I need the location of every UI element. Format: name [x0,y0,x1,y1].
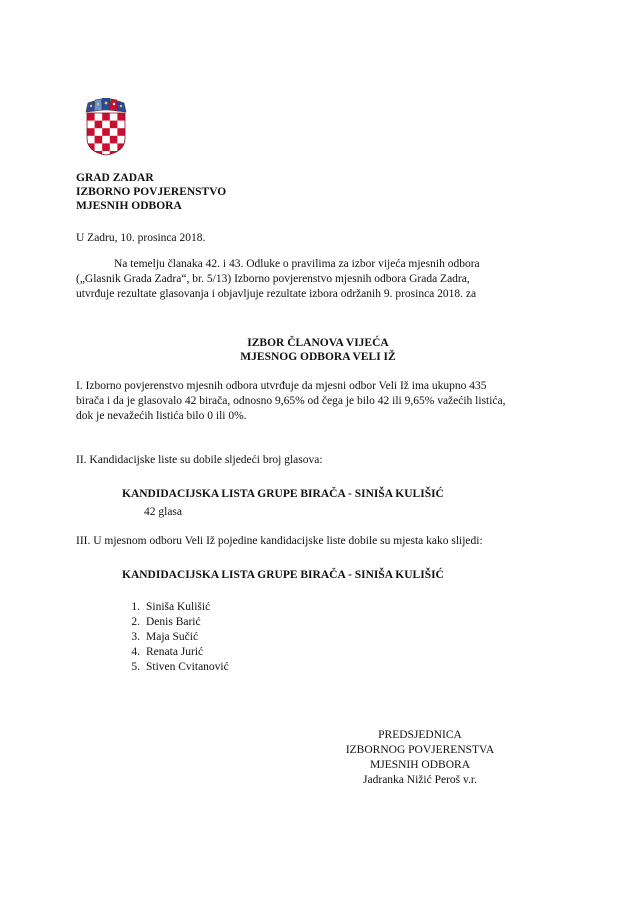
header-boards: MJESNIH ODBORA [76,200,182,212]
section-1-paragraph [76,379,560,424]
list-item [112,615,229,630]
member-name: Stiven Cvitanović [146,661,229,673]
signature-block [320,728,520,788]
list-item [112,630,229,645]
list-item [112,600,229,615]
candidate-list-title: KANDIDACIJSKA LISTA GRUPE BIRAČA - SINIŠA KULIŠIĆ [122,488,444,500]
member-number: 3. [131,631,140,643]
document-title: IZBOR ČLANOVA VIJEĆA [247,337,389,349]
vote-count: 42 glasa [144,506,183,518]
intro-line-1: Na temelju članaka 42. i 43. Odluke o pravilima za izbor vijeća mjesnih odbora [114,258,480,270]
elected-members-list [112,600,229,675]
list-item [112,660,229,675]
signature-body-boards: MJESNIH ODBORA [370,759,470,771]
intro-line-2: („Glasnik Grada Zadra“, br. 5/13) Izborno povjerenstvo mjesnih odbora Grada Zadra, [76,273,470,285]
member-name: Siniša Kulišić [146,601,211,613]
list-item [112,645,229,660]
member-number: 2. [131,616,140,628]
date-line: U Zadru, 10. prosinca 2018. [76,232,206,244]
member-number: 1. [131,601,140,613]
section-1-line-2: birača i da je glasovalo 42 birača, odnosno 9,65% od čega je bilo 42 ili 9,65% važećih listića, [76,395,506,407]
signatory-name: Jadranka Nižić Peroš v.r. [363,774,477,786]
crown-icon [86,98,126,112]
member-name: Denis Barić [146,616,201,628]
section-2-heading: II. Kandidacijske liste su dobile sljedeći broj glasova: [76,454,323,466]
member-number: 5. [131,661,140,673]
member-name: Maja Sučić [146,631,199,643]
member-number: 4. [131,646,140,658]
header-committee: IZBORNO POVJERENSTVO [76,186,227,198]
header-city: GRAD ZADAR [76,172,154,184]
section-1-line-1: I. Izborno povjerenstvo mjesnih odbora utvrđuje da mjesni odbor Veli Iž ima ukupno 435 [76,380,487,392]
section-3-heading: III. U mjesnom odboru Veli Iž pojedine kandidacijske liste dobile su mjesta kako slijedi: [76,535,483,547]
intro-paragraph [76,257,560,302]
elected-list-title: KANDIDACIJSKA LISTA GRUPE BIRAČA - SINIŠA KULIŠIĆ [122,569,444,581]
signature-body: IZBORNOG POVJERENSTVA [345,744,495,756]
coat-of-arms-icon [84,98,128,156]
intro-line-3: utvrđuje rezultate glasovanja i objavljuje rezultate izbora održanih 9. prosinca 2018. za [76,288,477,300]
member-name: Renata Jurić [146,646,204,658]
signature-role: PREDSJEDNICA [378,729,462,741]
section-1-line-3: dok je nevažećih listića bilo 0 ili 0%. [76,410,247,422]
document-subtitle: MJESNOG ODBORA VELI IŽ [240,351,396,363]
